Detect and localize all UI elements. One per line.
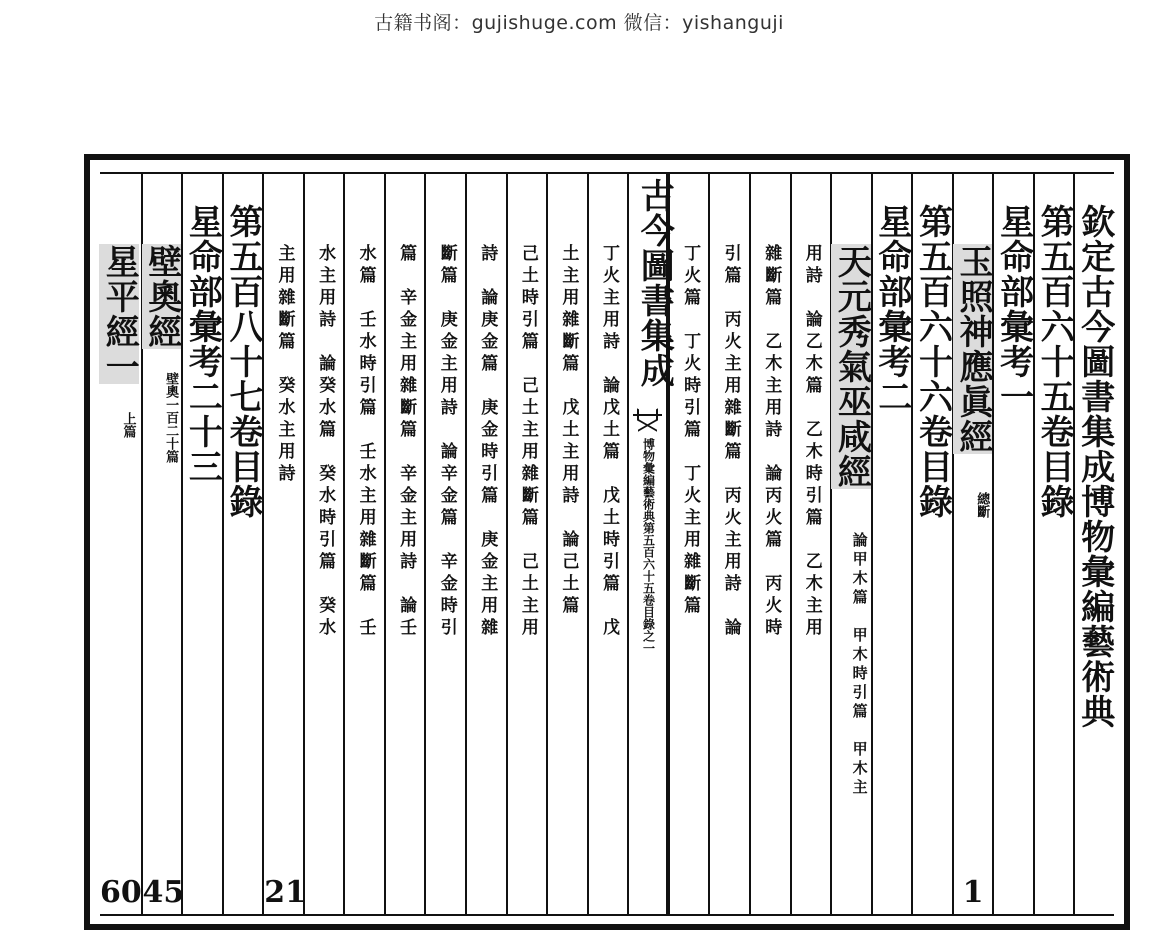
text-column: [749, 174, 790, 914]
fish-tail-mark: [633, 414, 662, 430]
text-column: [1073, 174, 1114, 914]
column-heading: 第五百六十五卷目錄: [1034, 204, 1075, 519]
entry-subitems: 用詩 論乙木篇 乙木時引篇 乙木主用: [801, 244, 822, 640]
column-heading: 第五百八十七卷目錄: [222, 204, 263, 519]
column-heading: [143, 244, 181, 349]
column-heading: 星命部彙考一: [993, 204, 1034, 414]
entry-subitems: 詩 論庚金篇 庚金時引篇 庚金主用雜: [477, 244, 498, 640]
column-heading: [832, 244, 870, 489]
text-column: [303, 174, 344, 914]
center-band: [627, 174, 675, 914]
entry-note: 壁奧一百二十篇: [163, 372, 179, 463]
entry-subitems: 水篇 壬水時引篇 壬水主用雜斷篇 壬: [355, 244, 376, 640]
page-inner-frame: [100, 172, 1114, 916]
text-column: [343, 174, 384, 914]
page-number: 21: [264, 875, 306, 910]
text-column: [871, 174, 912, 914]
text-column: [100, 174, 141, 914]
text-column: [587, 174, 628, 914]
text-column: [546, 174, 587, 914]
text-column: [992, 174, 1033, 914]
entry-title: 玉照神應眞經: [953, 244, 994, 454]
text-column: [952, 174, 993, 914]
entry-note: 上篇: [120, 412, 136, 438]
column-heading: [954, 244, 992, 454]
text-column: [424, 174, 465, 914]
text-column: [222, 174, 263, 914]
entry-title: 星平經一: [99, 244, 140, 384]
center-title: 古今圖書集成: [634, 178, 675, 388]
text-column: [1033, 174, 1074, 914]
text-column: [708, 174, 749, 914]
text-column: [141, 174, 185, 914]
entry-title: 天元秀氣巫咸經: [831, 244, 872, 489]
text-column: [911, 174, 952, 914]
book-page: [84, 154, 1130, 930]
entry-subitems: 雜斷篇 乙木主用詩 論丙火篇 丙火時: [761, 244, 782, 640]
page-number: 45: [142, 875, 185, 910]
column-heading: 星命部彙考二十三: [182, 204, 223, 484]
center-subtitle: 博物彙編藝術典第五百六十五卷目錄之一: [641, 438, 656, 654]
text-column: [506, 174, 547, 914]
entry-title: 壁奧經: [141, 244, 182, 349]
page-number: 1: [962, 875, 984, 910]
column-heading: 第五百六十六卷目錄: [912, 204, 953, 519]
text-column: [181, 174, 222, 914]
text-column: [668, 174, 709, 914]
column-heading: 星命部彙考二: [871, 204, 912, 414]
text-column: [790, 174, 831, 914]
column-heading: 欽定古今圖書集成博物彙編藝術典: [1074, 204, 1115, 729]
entry-subitems: 斷篇 庚金主用詩 論辛金篇 辛金時引: [436, 244, 457, 640]
entry-subitems: 篇 辛金主用雜斷篇 辛金主用詩 論壬: [396, 244, 417, 640]
entry-subitems: 水主用詩 論癸水篇 癸水時引篇 癸水: [315, 244, 336, 640]
entry-subitems: 主用雜斷篇 癸水主用詩: [274, 244, 295, 486]
text-column: [384, 174, 425, 914]
entry-note: 總斷: [974, 492, 990, 518]
entry-subitems: 丁火篇 丁火時引篇 丁火主用雜斷篇: [680, 244, 701, 618]
page-number: 60: [100, 875, 142, 910]
text-column: [262, 174, 306, 914]
text-column: [830, 174, 871, 914]
column-heading: [100, 244, 138, 384]
text-column: [465, 174, 506, 914]
entry-subitems: 己土時引篇 己土主用雜斷篇 己土主用: [517, 244, 538, 640]
entry-subitems: 引篇 丙火主用雜斷篇 丙火主用詩 論: [720, 244, 741, 640]
entry-note: 論甲木篇 甲木時引篇 甲木主: [850, 532, 869, 798]
watermark-text: 古籍书阁：gujishuge.com 微信：yishanguji: [374, 12, 784, 34]
entry-subitems: 土主用雜斷篇 戊土主用詩 論己土篇: [558, 244, 579, 618]
entry-subitems: 丁火主用詩 論戊土篇 戊土時引篇 戊: [598, 244, 619, 640]
